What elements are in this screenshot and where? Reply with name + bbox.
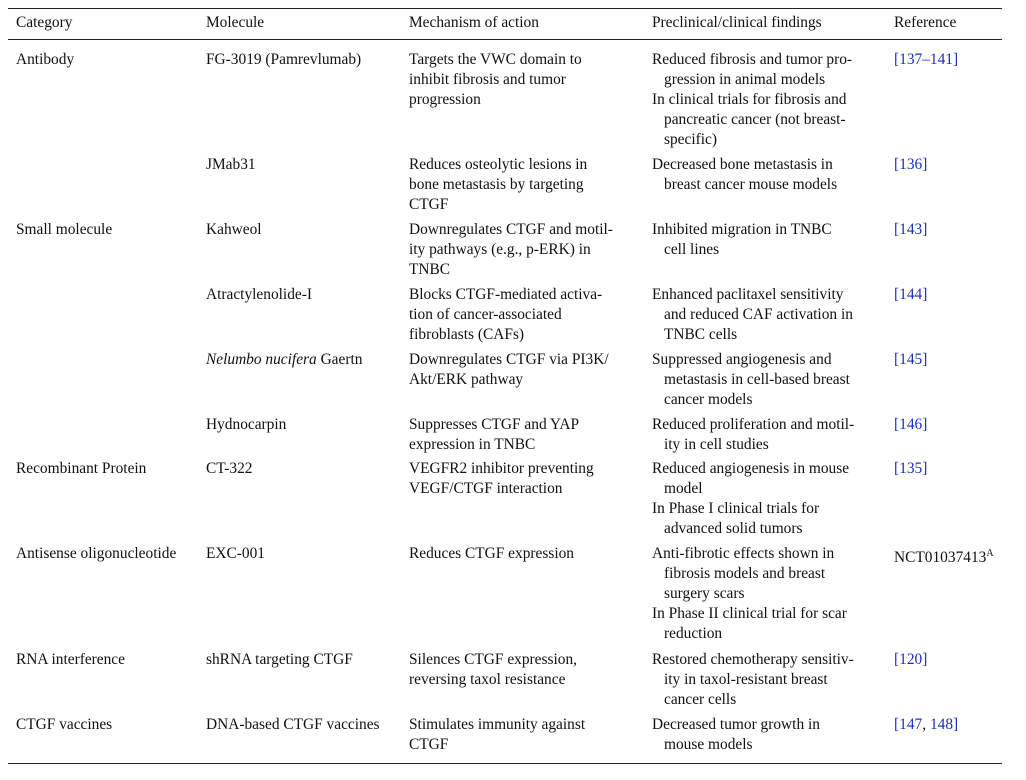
reference-link[interactable]: [137–141]: [894, 51, 959, 68]
mechanism-line: fibroblasts (CAFs): [409, 326, 525, 343]
header-mechanism: Mechanism of action: [409, 14, 539, 31]
mechanism-line: VEGF/CTGF interaction: [409, 480, 563, 497]
mechanism-line: bone metastasis by targeting: [409, 176, 584, 193]
finding-line: cancer models: [664, 391, 753, 408]
mechanism-line: inhibit fibrosis and tumor: [409, 71, 566, 88]
mechanism-line: CTGF: [409, 736, 449, 753]
finding-entry: [652, 50, 888, 90]
category-cell: CTGF vaccines: [16, 716, 113, 733]
category-cell: RNA interference: [16, 651, 125, 668]
finding-line: advanced solid tumors: [664, 520, 803, 537]
finding-entry: [652, 220, 888, 260]
molecule-italic-name: Nelumbo nucifera: [206, 351, 317, 368]
finding-line: Restored chemotherapy sensitiv-: [652, 651, 854, 668]
category-cell: Antisense oligonucleotide: [16, 545, 177, 562]
reference-trial-id: [894, 544, 1014, 568]
reference-cell: [894, 715, 1014, 735]
finding-line: surgery scars: [664, 585, 745, 602]
header-molecule: Molecule: [206, 14, 265, 31]
findings-cell: [652, 544, 888, 644]
mechanism-cell: [409, 415, 645, 455]
reference-link[interactable]: [146]: [894, 416, 928, 433]
category-cell: Recombinant Protein: [16, 460, 147, 477]
mechanism-line: Silences CTGF expression,: [409, 651, 577, 668]
finding-line: reduction: [664, 625, 723, 642]
finding-line: In Phase I clinical trials for: [652, 500, 820, 517]
finding-line: mouse models: [664, 736, 753, 753]
findings-cell: [652, 650, 888, 710]
mechanism-cell: [409, 650, 645, 690]
finding-line: Decreased tumor growth in: [652, 716, 820, 733]
finding-line: Reduced angiogenesis in mouse: [652, 460, 850, 477]
header-category: Category: [16, 14, 73, 31]
mechanism-line: tion of cancer-associated: [409, 306, 562, 323]
molecule-cell: DNA-based CTGF vaccines: [206, 716, 380, 733]
mechanism-line: expression in TNBC: [409, 436, 536, 453]
mechanism-line: Stimulates immunity against: [409, 716, 586, 733]
findings-cell: [652, 415, 888, 455]
molecule-suffix: Gaertn: [316, 351, 363, 368]
header-findings: Preclinical/clinical findings: [652, 14, 822, 31]
mechanism-line: Akt/ERK pathway: [409, 371, 524, 388]
reference-link[interactable]: [144]: [894, 286, 928, 303]
mechanism-cell: [409, 220, 645, 280]
findings-cell: [652, 220, 888, 260]
finding-line: Anti-fibrotic effects shown in: [652, 545, 835, 562]
finding-line: TNBC cells: [664, 326, 738, 343]
reference-separator: ,: [922, 716, 930, 733]
finding-line: breast cancer mouse models: [664, 176, 838, 193]
mechanism-line: Blocks CTGF-mediated activa-: [409, 286, 603, 303]
mechanism-cell: [409, 350, 645, 390]
reference-link[interactable]: [135]: [894, 460, 928, 477]
top-rule: [8, 8, 1002, 9]
reference-link[interactable]: [143]: [894, 221, 928, 238]
trial-id-text: NCT01037413: [894, 549, 987, 566]
finding-line: model: [664, 480, 703, 497]
mechanism-line: Downregulates CTGF via PI3K/: [409, 351, 609, 368]
finding-entry: [652, 459, 888, 499]
reference-bracket: [: [894, 716, 900, 733]
finding-line: fibrosis models and breast: [664, 565, 826, 582]
findings-cell: [652, 459, 888, 539]
finding-entry: [652, 155, 888, 195]
molecule-cell: Atractylenolide-I: [206, 286, 312, 303]
findings-cell: [652, 155, 888, 195]
reference-link[interactable]: 147: [899, 716, 923, 733]
mechanism-cell: [409, 285, 645, 345]
mechanism-line: Downregulates CTGF and motil-: [409, 221, 613, 238]
mechanism-line: Reduces osteolytic lesions in: [409, 156, 588, 173]
mechanism-line: progression: [409, 91, 481, 108]
finding-line: and reduced CAF activation in: [664, 306, 853, 323]
mechanism-cell: [409, 155, 645, 215]
table-header: [0, 13, 1026, 35]
findings-cell: [652, 50, 888, 150]
mechanism-line: reversing taxol resistance: [409, 671, 566, 688]
finding-entry: [652, 499, 888, 539]
reference-link[interactable]: [145]: [894, 351, 928, 368]
mechanism-line: CTGF: [409, 196, 449, 213]
finding-line: metastasis in cell-based breast: [664, 371, 850, 388]
molecule-cell: [206, 350, 406, 370]
finding-entry: [652, 544, 888, 604]
molecule-cell: shRNA targeting CTGF: [206, 651, 353, 668]
findings-cell: [652, 285, 888, 345]
finding-line: ity in cell studies: [664, 436, 769, 453]
category-cell: Antibody: [16, 51, 75, 68]
finding-entry: [652, 415, 888, 455]
finding-line: Inhibited migration in TNBC: [652, 221, 832, 238]
finding-line: specific): [664, 131, 717, 148]
mechanism-line: Targets the VWC domain to: [409, 51, 582, 68]
header-rule: [8, 39, 1002, 40]
finding-entry: [652, 604, 888, 644]
reference-link[interactable]: 148: [929, 716, 954, 733]
finding-line: In clinical trials for fibrosis and: [652, 91, 847, 108]
finding-line: ity in taxol-resistant breast: [664, 671, 828, 688]
footnote-marker: A: [986, 548, 994, 559]
header-reference: Reference: [894, 14, 957, 31]
reference-link[interactable]: [136]: [894, 156, 928, 173]
finding-line: Reduced fibrosis and tumor pro-: [652, 51, 853, 68]
finding-line: Reduced proliferation and motil-: [652, 416, 855, 433]
finding-entry: [652, 650, 888, 710]
finding-line: In Phase II clinical trial for scar: [652, 605, 847, 622]
mechanism-cell: [409, 50, 645, 110]
category-cell: Small molecule: [16, 221, 113, 238]
finding-entry: [652, 715, 888, 755]
molecule-cell: Kahweol: [206, 221, 262, 238]
finding-line: cancer cells: [664, 691, 737, 708]
molecule-cell: EXC-001: [206, 545, 265, 562]
reference-link[interactable]: [120]: [894, 651, 928, 668]
finding-line: cell lines: [664, 241, 720, 258]
finding-line: Decreased bone metastasis in: [652, 156, 833, 173]
mechanism-line: VEGFR2 inhibitor preventing: [409, 460, 594, 477]
finding-line: Enhanced paclitaxel sensitivity: [652, 286, 844, 303]
molecule-cell: Hydnocarpin: [206, 416, 287, 433]
molecule-cell: CT-322: [206, 460, 253, 477]
reference-bracket: ]: [953, 716, 959, 733]
finding-entry: [652, 285, 888, 345]
finding-line: pancreatic cancer (not breast-: [664, 111, 846, 128]
molecule-cell: FG-3019 (Pamrevlumab): [206, 51, 362, 68]
finding-entry: [652, 350, 888, 410]
bottom-rule: [8, 763, 1002, 764]
mechanism-line: Suppresses CTGF and YAP: [409, 416, 580, 433]
finding-line: gression in animal models: [664, 71, 826, 88]
finding-line: Suppressed angiogenesis and: [652, 351, 832, 368]
findings-cell: [652, 715, 888, 755]
mechanism-cell: [409, 544, 645, 564]
molecule-cell: JMab31: [206, 156, 256, 173]
mechanism-line: Reduces CTGF expression: [409, 545, 574, 562]
finding-entry: [652, 90, 888, 150]
findings-cell: [652, 350, 888, 410]
mechanism-cell: [409, 715, 645, 755]
mechanism-line: ity pathways (e.g., p-ERK) in: [409, 241, 591, 258]
mechanism-cell: [409, 459, 645, 499]
mechanism-line: TNBC: [409, 261, 451, 278]
